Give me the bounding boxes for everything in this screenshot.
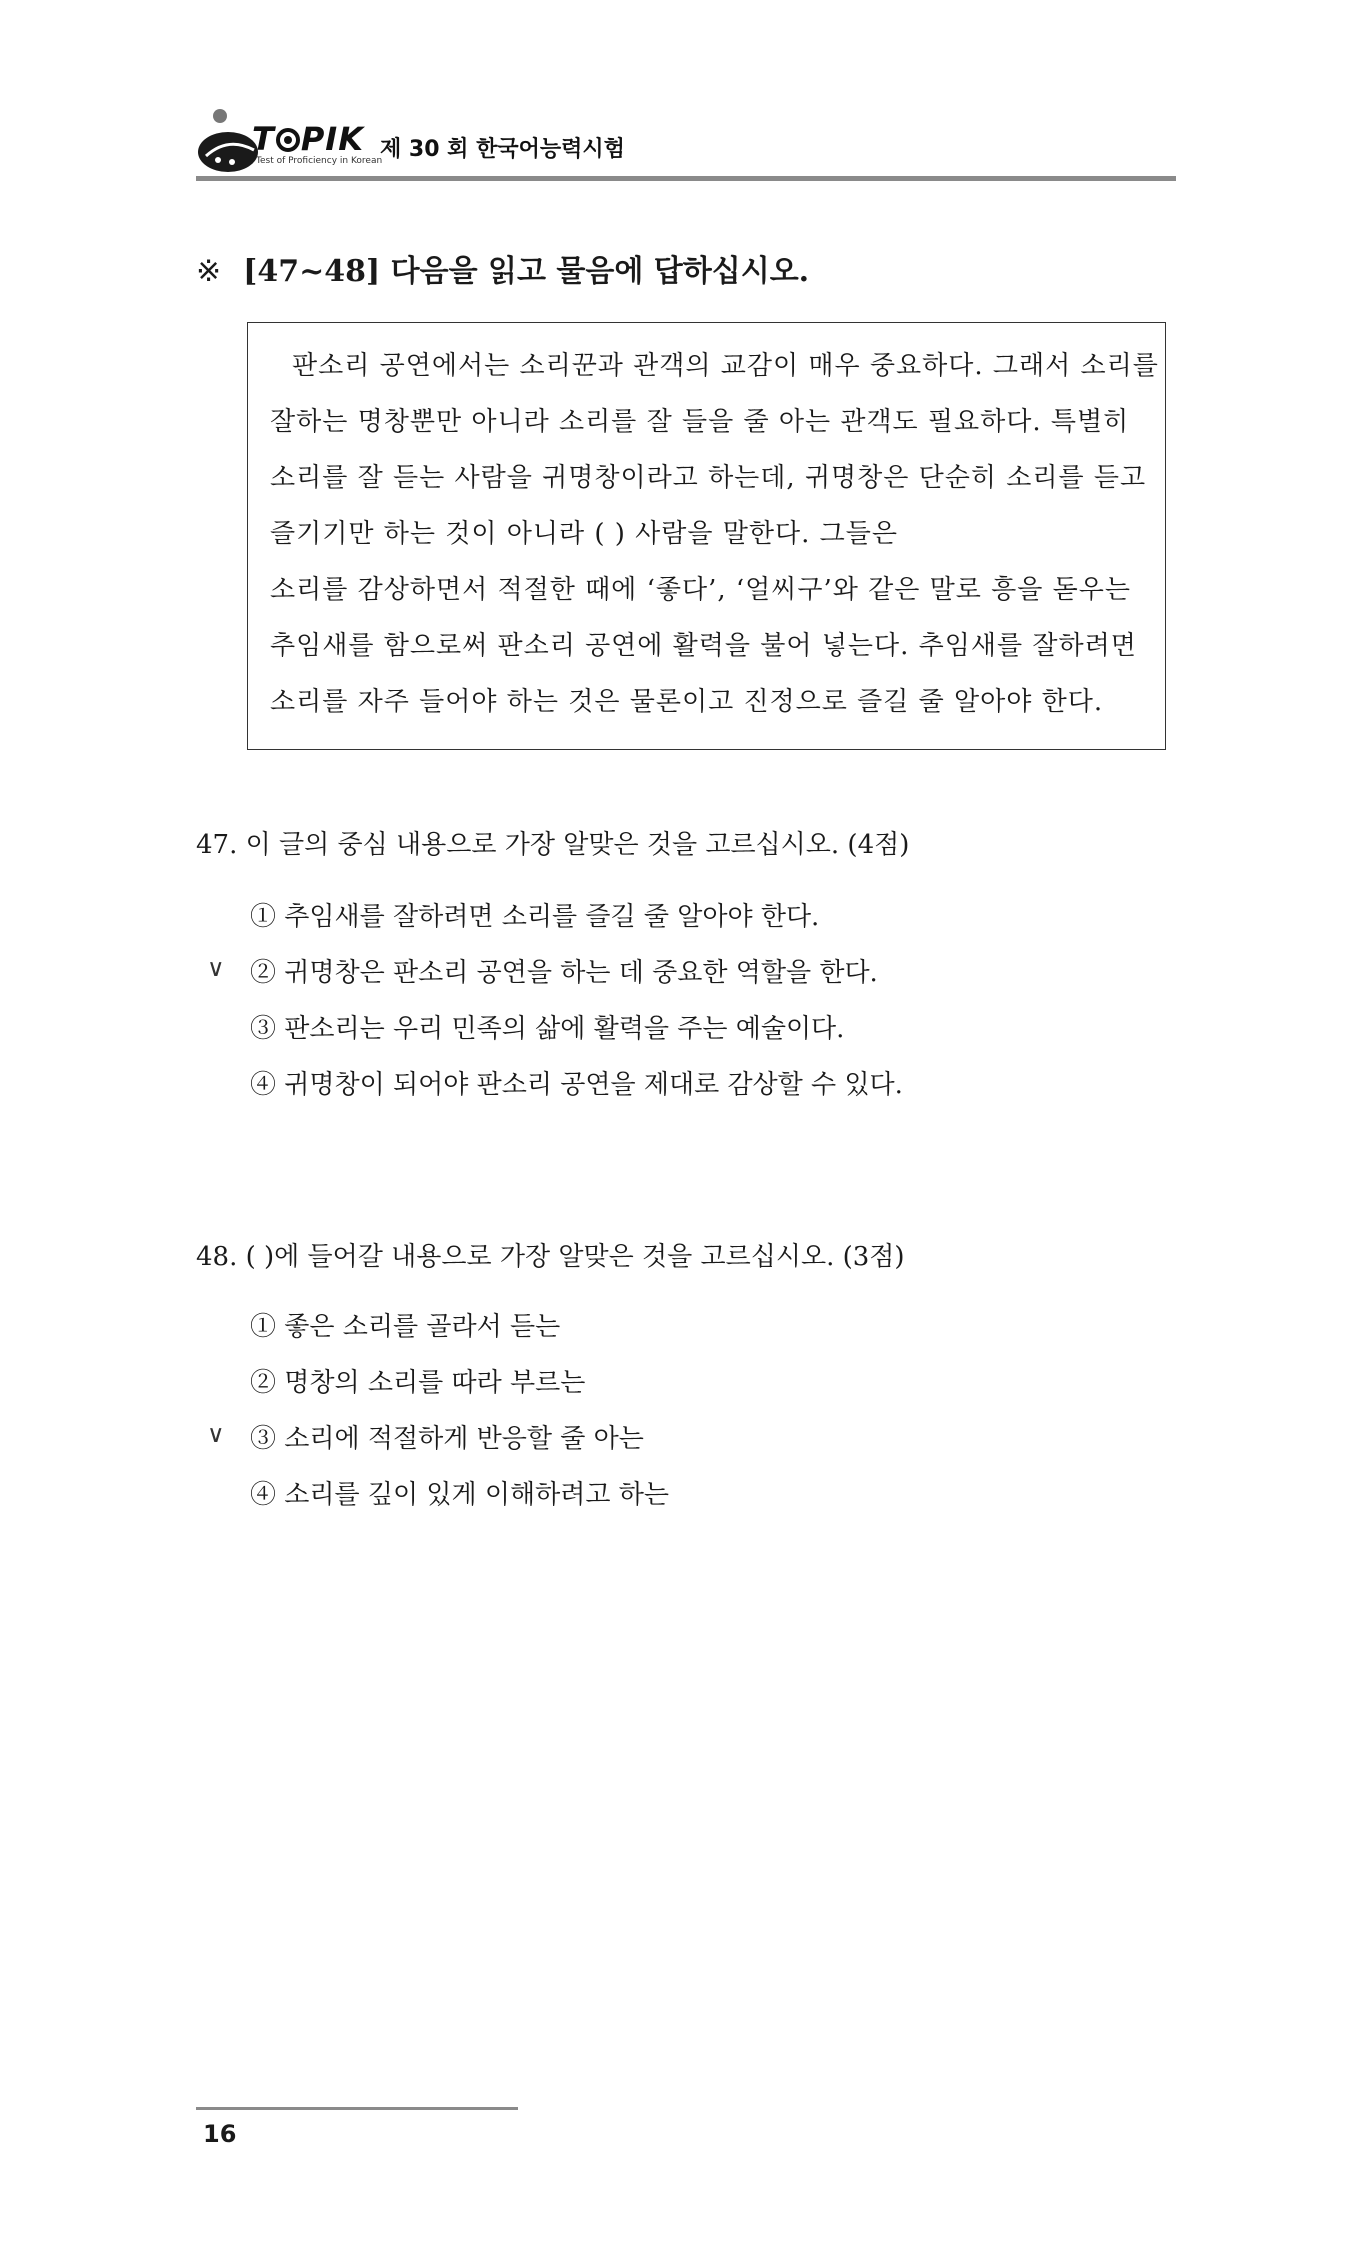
q47-option-1[interactable]: ① 추임새를 잘하려면 소리를 즐길 줄 알아야 한다. — [250, 902, 820, 932]
page-number: 16 — [203, 2120, 237, 2148]
q48-option-4[interactable]: ④ 소리를 깊이 있게 이해하려고 하는 — [250, 1480, 669, 1510]
q47-option-2[interactable]: ② 귀명창은 판소리 공연을 하는 데 중요한 역할을 한다. — [250, 958, 878, 988]
q48-option-3[interactable]: ③ 소리에 적절하게 반응할 줄 아는 — [250, 1424, 644, 1454]
q48-option-1[interactable]: ① 좋은 소리를 골라서 듣는 — [250, 1312, 561, 1342]
topik-brand: T PIK — [252, 120, 364, 158]
header-divider — [196, 176, 1176, 181]
passage-line: 즐기기만 하는 것이 아니라 ( ) 사람을 말한다. 그들은 — [270, 519, 898, 549]
brand-tagline: Test of Proficiency in Korean — [256, 156, 383, 166]
question-48-prompt: 48. ( )에 들어갈 내용으로 가장 알맞은 것을 고르십시오. (3점) — [196, 1242, 905, 1272]
page-header — [196, 106, 1176, 176]
q47-option-4[interactable]: ④ 귀명창이 되어야 판소리 공연을 제대로 감상할 수 있다. — [250, 1070, 903, 1100]
reading-passage-box — [247, 322, 1166, 750]
instruction-text: [47~48] 다음을 읽고 물음에 답하십시오. — [243, 254, 810, 289]
passage-line: 소리를 잘 듣는 사람을 귀명창이라고 하는데, 귀명창은 단순히 소리를 듣고 — [270, 463, 1147, 493]
passage-line: 추임새를 함으로써 판소리 공연에 활력을 불어 넣는다. 추임새를 잘하려면 — [270, 631, 1137, 661]
exam-title: 제 30 회 한국어능력시험 — [380, 137, 625, 162]
checkmark-icon: ∨ — [207, 954, 225, 982]
reference-mark: ※ — [196, 254, 222, 289]
q48-option-2[interactable]: ② 명창의 소리를 따라 부르는 — [250, 1368, 586, 1398]
passage-line: 소리를 감상하면서 적절한 때에 ‘좋다’, ‘얼씨구’와 같은 말로 흥을 돋우는 — [270, 575, 1131, 605]
passage-line: 소리를 자주 들어야 하는 것은 물론이고 진정으로 즐길 줄 알아야 한다. — [270, 687, 1104, 717]
passage-line: 잘하는 명창뿐만 아니라 소리를 잘 들을 줄 아는 관객도 필요하다. 특별히 — [270, 407, 1130, 437]
footer-divider — [196, 2107, 518, 2110]
question-47-prompt: 47. 이 글의 중심 내용으로 가장 알맞은 것을 고르십시오. (4점) — [196, 830, 910, 860]
section-instruction — [196, 246, 809, 290]
q47-option-3[interactable]: ③ 판소리는 우리 민족의 삶에 활력을 주는 예술이다. — [250, 1014, 845, 1044]
brand-o-icon — [276, 128, 300, 152]
passage-line: 판소리 공연에서는 소리꾼과 관객의 교감이 매우 중요하다. 그래서 소리를 — [292, 351, 1159, 381]
checkmark-icon: ∨ — [207, 1420, 225, 1448]
